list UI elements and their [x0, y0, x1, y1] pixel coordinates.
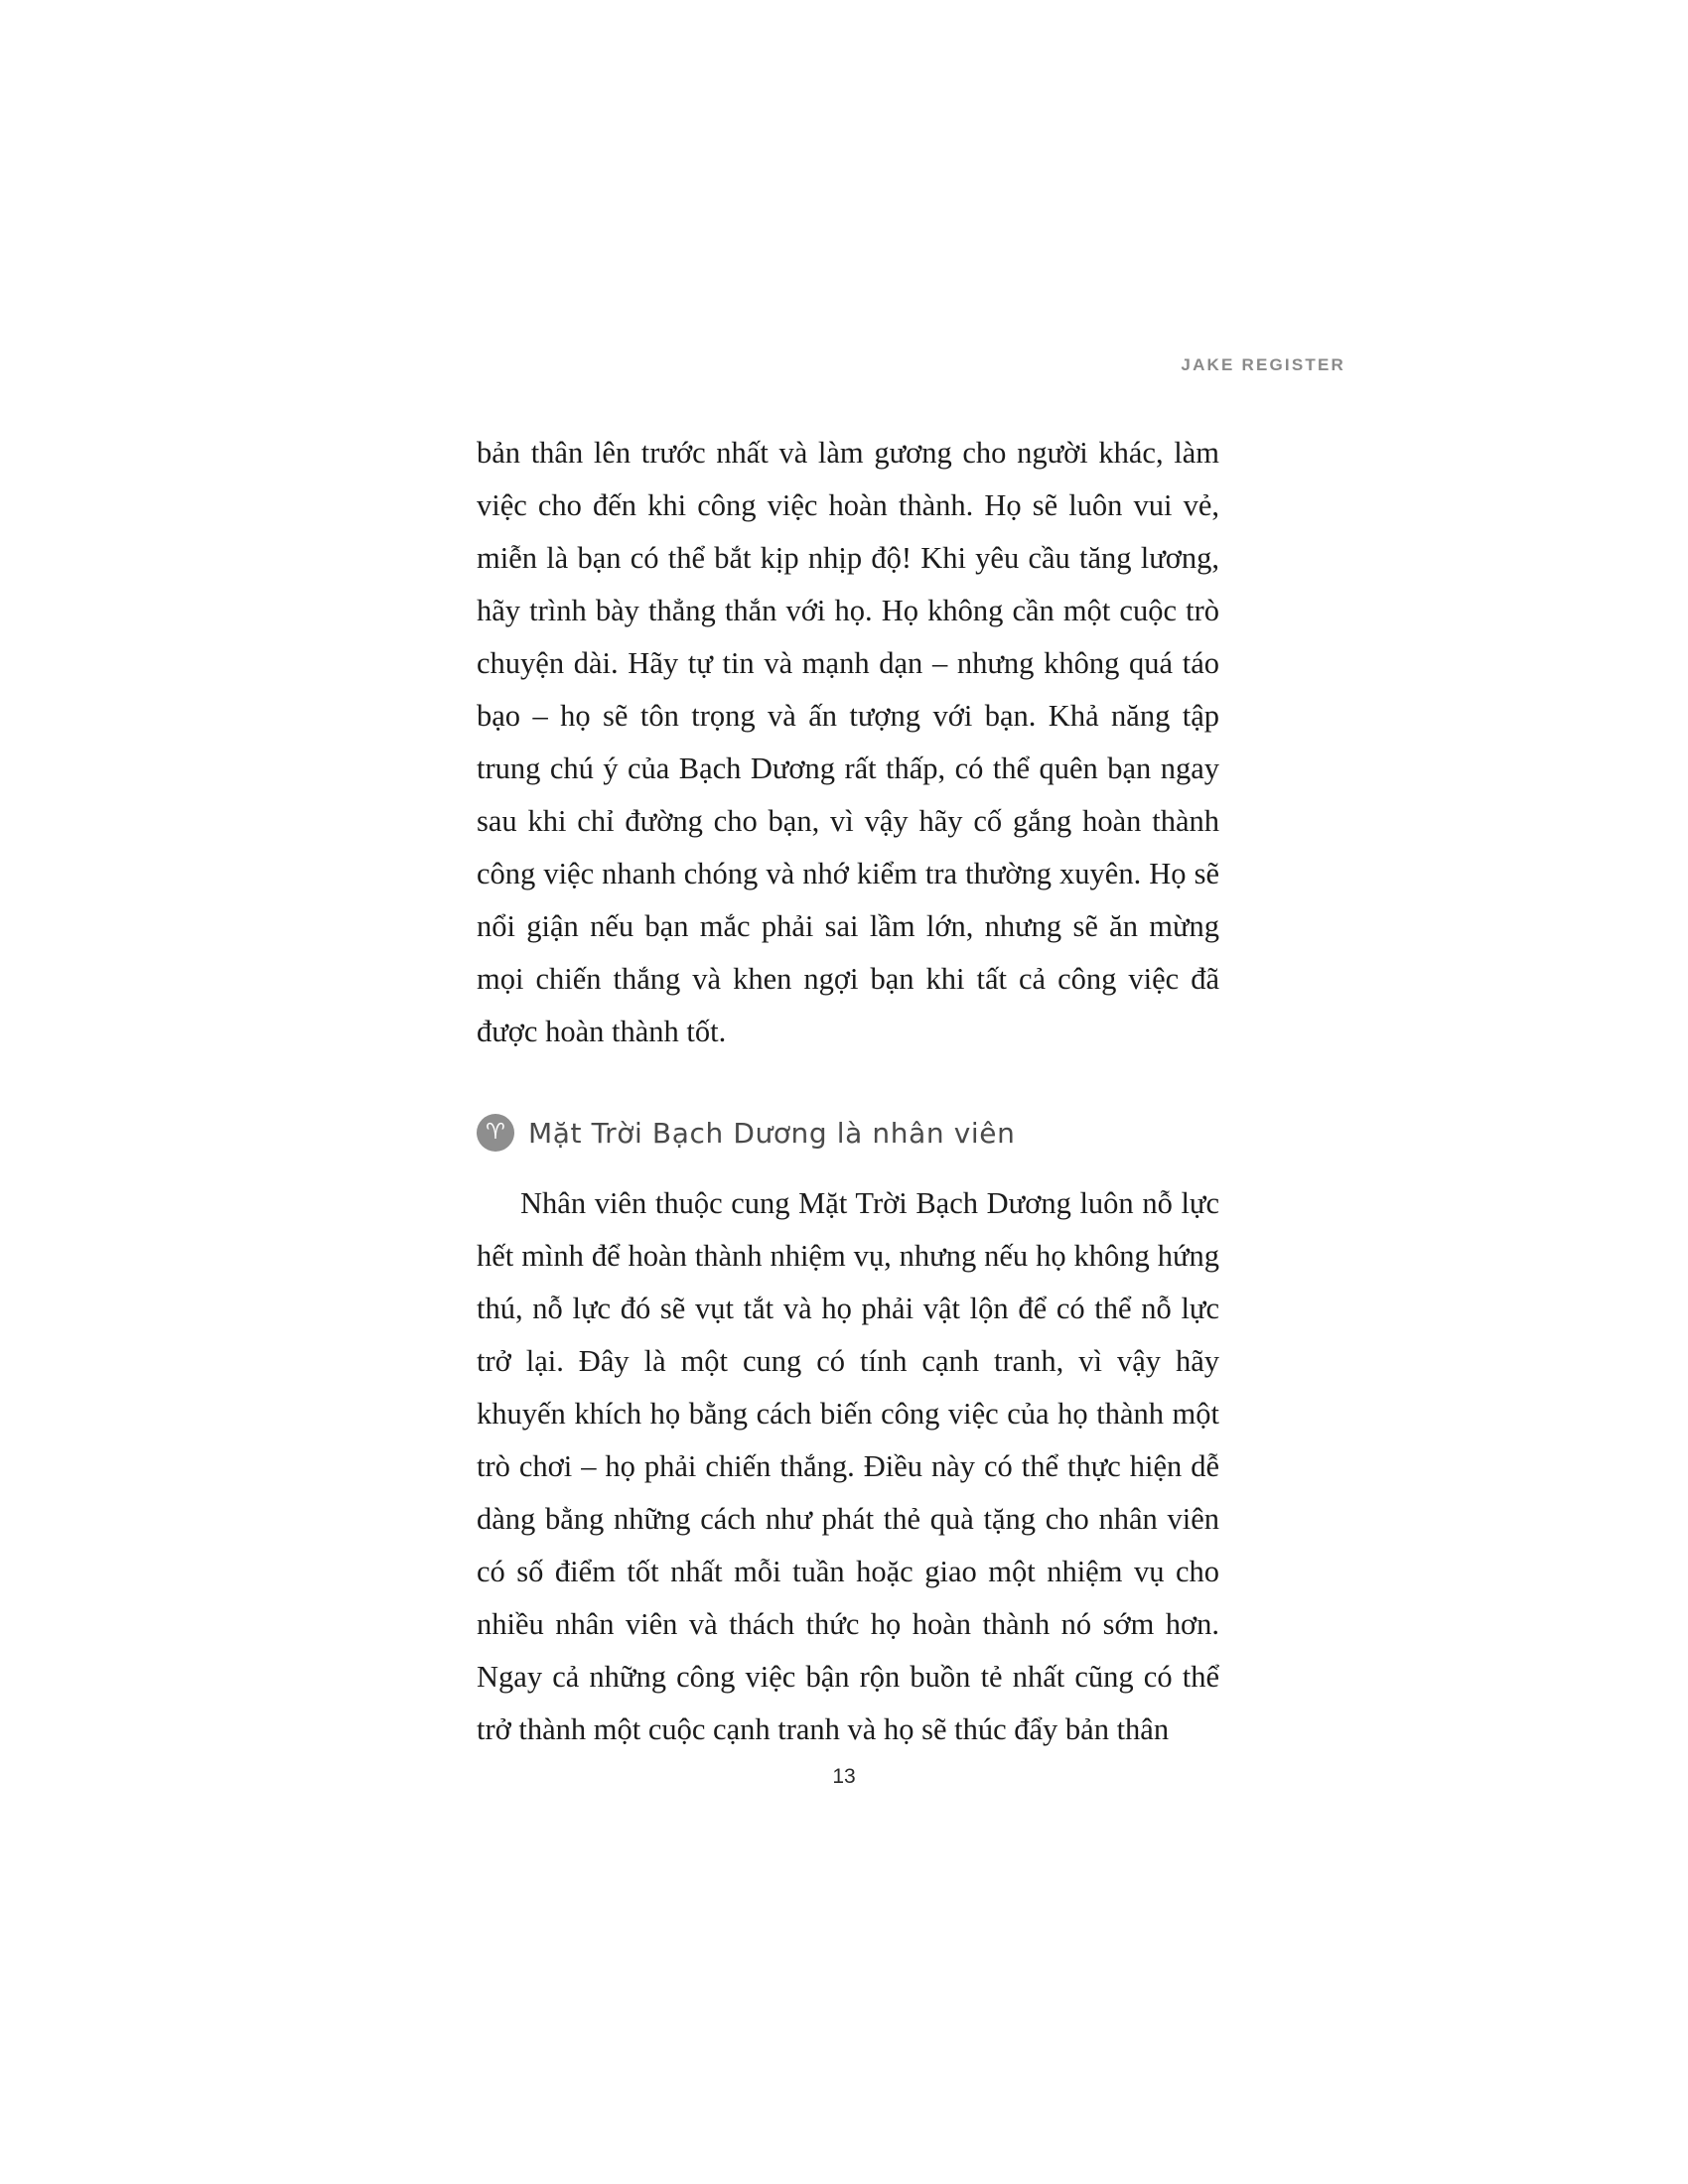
running-head: JAKE REGISTER — [1181, 355, 1345, 374]
section-heading — [477, 1114, 1219, 1152]
aries-zodiac-icon: ♈ — [477, 1114, 514, 1152]
paragraph-body: Nhân viên thuộc cung Mặt Trời Bạch Dương luôn nỗ lực hết mình để hoàn thành nhiệm vụ, nhưng nếu họ không hứng thú, nỗ lực đó sẽ vụt tắt và họ phải vật lộn để có thể nỗ lực trở lại. Đây là một cung có tính cạnh tranh, vì vậy hãy khuyến khích họ bằng cách biến công việc của họ thành một trò chơi – họ phải chiến thắng. Điều này có thể thực hiện dễ dàng bằng những cách như phát thẻ quà tặng cho nhân viên có số điểm tốt nhất mỗi tuần hoặc giao một nhiệm vụ cho nhiều nhân viên và thách thức họ hoàn thành nó sớm hơn. Ngay cả những công việc bận rộn buồn tẻ nhất cũng có thể trở thành một cuộc cạnh tranh và họ sẽ thúc đẩy bản thân — [477, 1186, 1219, 1746]
page-number: 13 — [832, 1765, 856, 1788]
page-content — [477, 427, 1219, 1756]
paragraph-continuation: bản thân lên trước nhất và làm gương cho người khác, làm việc cho đến khi công việc hoàn thành. Họ sẽ luôn vui vẻ, miễn là bạn có thể bắt kịp nhịp độ! Khi yêu cầu tăng lương, hãy trình bày thẳng thắn với họ. Họ không cần một cuộc trò chuyện dài. Hãy tự tin và mạnh dạn – nhưng không quá táo bạo – họ sẽ tôn trọng và ấn tượng với bạn. Khả năng tập trung chú ý của Bạch Dương rất thấp, có thể quên bạn ngay sau khi chỉ đường cho bạn, vì vậy hãy cố gắng hoàn thành công việc nhanh chóng và nhớ kiểm tra thường xuyên. Họ sẽ nổi giận nếu bạn mắc phải sai lầm lớn, nhưng sẽ ăn mừng mọi chiến thắng và khen ngợi bạn khi tất cả công việc đã được hoàn thành tốt. — [477, 436, 1219, 1048]
section-heading-label: Mặt Trời Bạch Dương là nhân viên — [528, 1116, 1016, 1150]
